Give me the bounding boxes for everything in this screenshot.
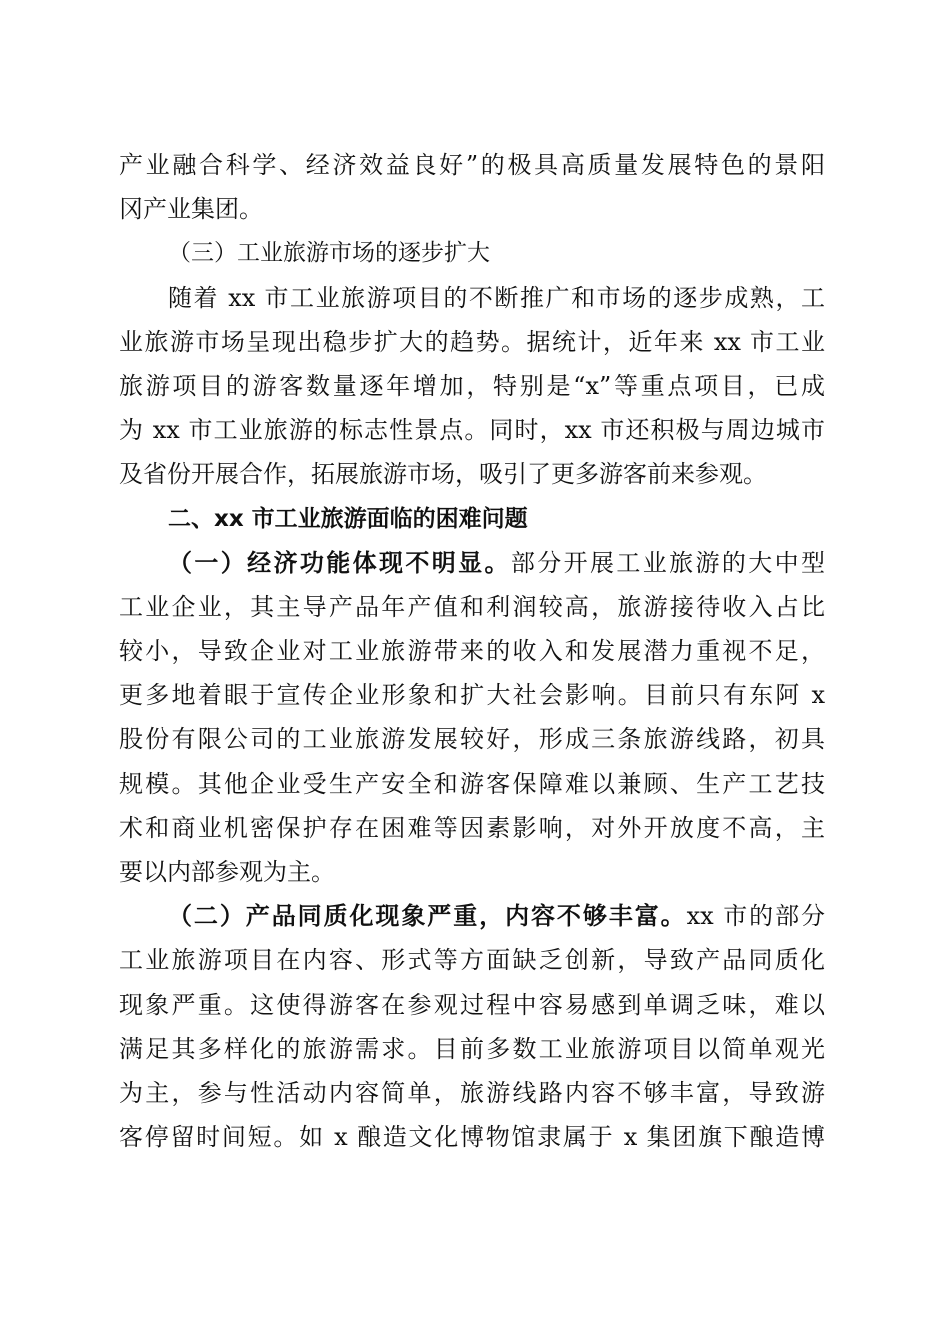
paragraph-line: 较小，导致企业对工业旅游带来的收入和发展潜力重视不足， [119, 637, 825, 666]
problem-1-line-1-rest: 部分开展工业旅游的大中型 [510, 548, 825, 577]
problem-1-lead: （一）经济功能体现不明显。 [168, 547, 511, 577]
paragraph-line: 股份有限公司的工业旅游发展较好，形成三条旅游线路，初具 [119, 725, 825, 754]
paragraph-line: 要以内部参观为主。 [119, 858, 335, 886]
paragraph-line: 旅游项目的游客数量逐年增加，特别是“x”等重点项目，已成 [119, 371, 825, 400]
paragraph-line: 更多地着眼于宣传企业形象和扩大社会影响。目前只有东阿 x [119, 681, 825, 710]
paragraph-line: 满足其多样化的旅游需求。目前多数工业旅游项目以简单观光 [119, 1034, 825, 1063]
paragraph-line: 规模。其他企业受生产安全和游客保障难以兼顾、生产工艺技 [119, 769, 825, 798]
paragraph-line [119, 894, 825, 938]
subheading-market-expansion: （三）工业旅游市场的逐步扩大 [168, 240, 490, 267]
paragraph-line: 冈产业集团。 [119, 195, 263, 224]
paragraph-problem-2 [119, 894, 825, 1159]
paragraph-line: 随着 xx 市工业旅游项目的不断推广和市场的逐步成熟，工 [168, 283, 825, 312]
problem-2-line-1-rest: xx 市的部分 [686, 902, 826, 931]
section-heading-problems: 二、xx 市工业旅游面临的困难问题 [168, 505, 528, 532]
paragraph-line: 及省份开展合作，拓展旅游市场，吸引了更多游客前来参观。 [119, 460, 767, 489]
paragraph-problem-1 [119, 541, 825, 895]
paragraph-line: 工业企业，其主导产品年产值和利润较高，旅游接待收入占比 [119, 592, 825, 621]
paragraph-line: 产业融合科学、经济效益良好”的极具高质量发展特色的景阳 [119, 151, 825, 179]
paragraph-line: 现象严重。这使得游客在参观过程中容易感到单调乏味，难以 [119, 990, 825, 1019]
paragraph-line: 为主，参与性活动内容简单，旅游线路内容不够丰富，导致游 [119, 1078, 825, 1107]
paragraph-intro [119, 143, 825, 231]
paragraph-line [119, 541, 825, 585]
paragraph-line: 工业旅游项目在内容、形式等方面缺乏创新，导致产品同质化 [119, 946, 825, 975]
paragraph-market [119, 276, 825, 497]
paragraph-line: 业旅游市场呈现出稳步扩大的趋势。据统计，近年来 xx 市工业 [119, 327, 825, 356]
paragraph-line: 客停留时间短。如 x 酿造文化博物馆隶属于 x 集团旗下酿造博 [119, 1123, 825, 1152]
paragraph-line: 术和商业机密保护存在困难等因素影响，对外开放度不高，主 [119, 813, 825, 842]
document-body [119, 143, 825, 1159]
paragraph-line: 为 xx 市工业旅游的标志性景点。同时，xx 市还积极与周边城市 [119, 416, 825, 445]
problem-2-lead: （二）产品同质化现象严重，内容不够丰富。 [168, 901, 687, 931]
